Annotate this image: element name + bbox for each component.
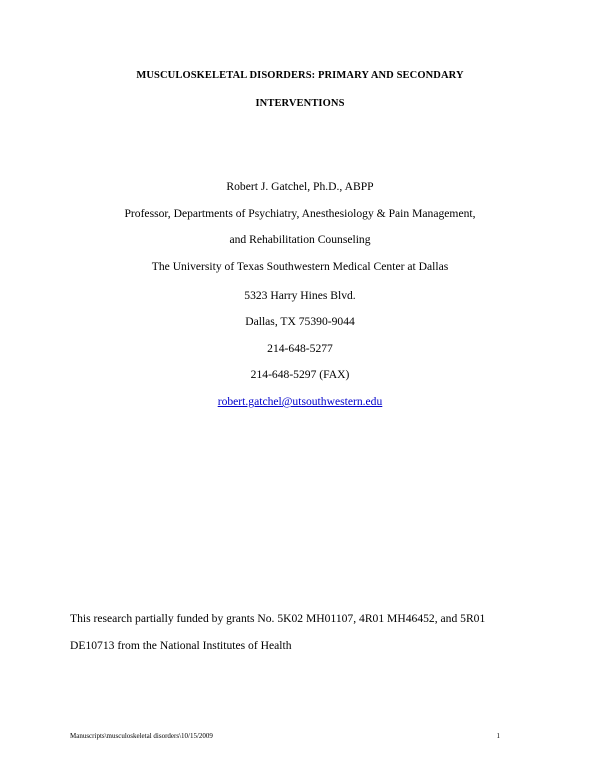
document-title-line-1: MUSCULOSKELETAL DISORDERS: PRIMARY AND SECONDARY xyxy=(136,70,464,81)
author-position-line-2: and Rehabilitation Counseling xyxy=(229,233,371,246)
author-phone: 214-648-5277 xyxy=(267,342,333,355)
funding-line-1: This research partially funded by grants No. 5K02 MH01107, 4R01 MH46452, and 5R01 xyxy=(70,612,486,625)
page-number: 1 xyxy=(496,732,500,740)
author-name: Robert J. Gatchel, Ph.D., ABPP xyxy=(226,180,374,193)
author-address-street: 5323 Harry Hines Blvd. xyxy=(244,289,356,302)
document-title-line-2: INTERVENTIONS xyxy=(255,98,345,109)
author-address-city: Dallas, TX 75390-9044 xyxy=(245,315,355,328)
funding-line-2: DE10713 from the National Institutes of Health xyxy=(70,639,292,652)
author-email-line xyxy=(0,395,600,408)
author-institution: The University of Texas Southwestern Medical Center at Dallas xyxy=(151,260,449,273)
author-position-line-1: Professor, Departments of Psychiatry, Anesthesiology & Pain Management, xyxy=(124,207,476,220)
author-fax: 214-648-5297 (FAX) xyxy=(250,368,350,381)
footer-path: Manuscripts\musculoskeletal disorders\10/15/2009 xyxy=(70,732,213,740)
author-email-link[interactable]: robert.gatchel@utsouthwestern.edu xyxy=(217,395,383,408)
